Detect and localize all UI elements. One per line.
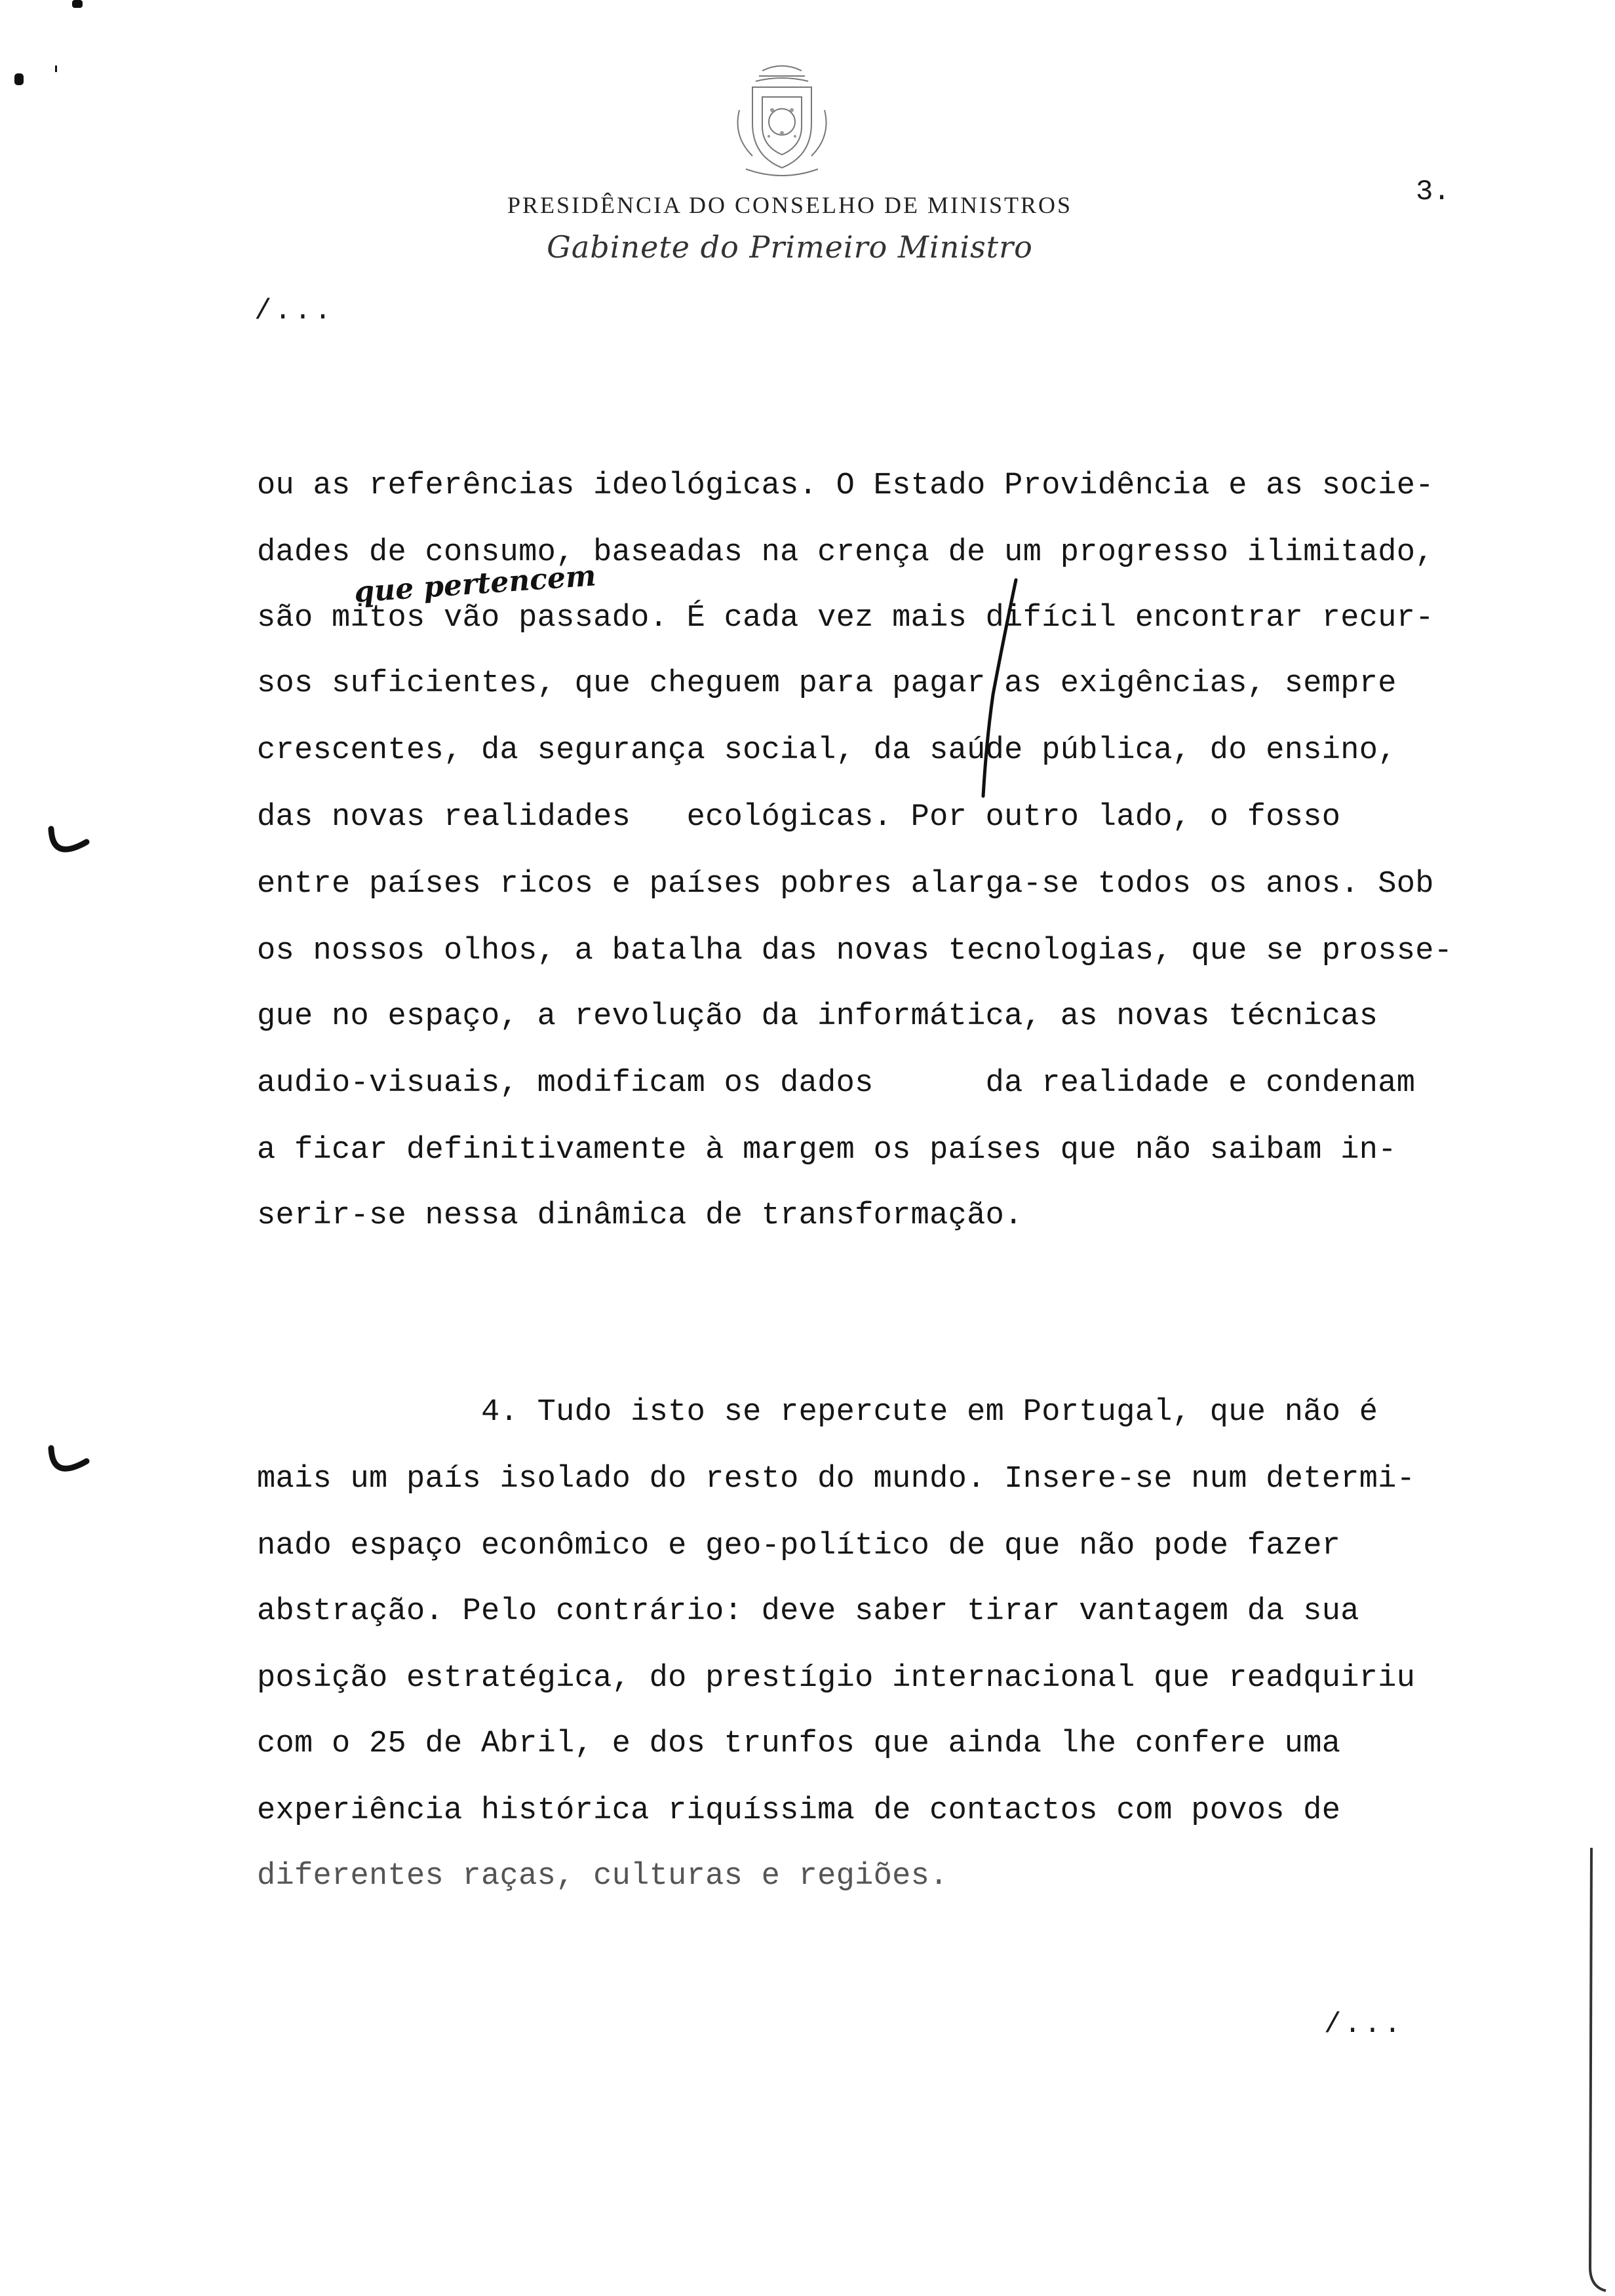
- body-line: a ficar definitivamente à margem os países que não saibam in-: [257, 1133, 1397, 1168]
- body-line: experiência histórica riquíssima de contactos com povos de: [257, 1793, 1341, 1828]
- body-line: gue no espaço, a revolução da informática, as novas técnicas: [257, 999, 1378, 1034]
- body-line: mais um país isolado do resto do mundo. Insere-se num determi-: [257, 1462, 1416, 1497]
- office-header-subtitle: Gabinete do Primeiro Ministro: [547, 229, 1033, 265]
- office-header-title: PRESIDÊNCIA DO CONSELHO DE MINISTROS: [507, 192, 1073, 218]
- scan-speck: [55, 66, 57, 72]
- body-line: audio-visuais, modificam os dados da realidade e condenam: [257, 1066, 1416, 1101]
- scan-speck: [72, 0, 83, 8]
- body-line: são mitos vão passado. É cada vez mais difícil encontrar recur-: [257, 601, 1434, 636]
- punch-hole-mark: [46, 1442, 92, 1487]
- handwritten-stroke: [977, 577, 1029, 799]
- body-line: das novas realidades ecológicas. Por outro lado, o fosso: [257, 800, 1341, 835]
- continuation-mark-top: /...: [254, 295, 334, 328]
- body-line: 4. Tudo isto se repercute em Portugal, que não é: [257, 1395, 1378, 1430]
- body-line: com o 25 de Abril, e dos trunfos que ainda lhe confere uma: [257, 1727, 1341, 1761]
- body-line: os nossos olhos, a batalha das novas tecnologias, que se prosse-: [257, 934, 1453, 968]
- page-edge-line: [1573, 1848, 1615, 2296]
- body-line: nado espaço econômico e geo-político de que não pode fazer: [257, 1529, 1341, 1563]
- body-line: sos suficientes, que cheguem para pagar as exigências, sempre: [257, 666, 1397, 701]
- body-line: posição estratégica, do prestígio internacional que readquiriu: [257, 1661, 1416, 1696]
- body-line: abstração. Pelo contrário: deve saber tirar vantagem da sua: [257, 1594, 1359, 1629]
- body-line: serir-se nessa dinâmica de transformação.: [257, 1198, 1023, 1233]
- handwritten-insert: que pertencem: [353, 559, 598, 609]
- continuation-mark-bottom: /...: [1324, 2008, 1404, 2041]
- page-number: 3.: [1416, 176, 1450, 208]
- punch-hole-mark: [46, 822, 92, 868]
- scan-speck: [14, 73, 24, 85]
- body-line: diferentes raças, culturas e regiões.: [257, 1859, 948, 1894]
- body-line: crescentes, da segurança social, da saúde pública, do ensino,: [257, 733, 1397, 768]
- coat-of-arms-seal: [726, 58, 838, 182]
- body-line: ou as referências ideológicas. O Estado Providência e as socie-: [257, 469, 1434, 503]
- body-line: dades de consumo, baseadas na crença de um progresso ilimitado,: [257, 535, 1434, 570]
- body-line: entre países ricos e países pobres alarga-se todos os anos. Sob: [257, 867, 1434, 902]
